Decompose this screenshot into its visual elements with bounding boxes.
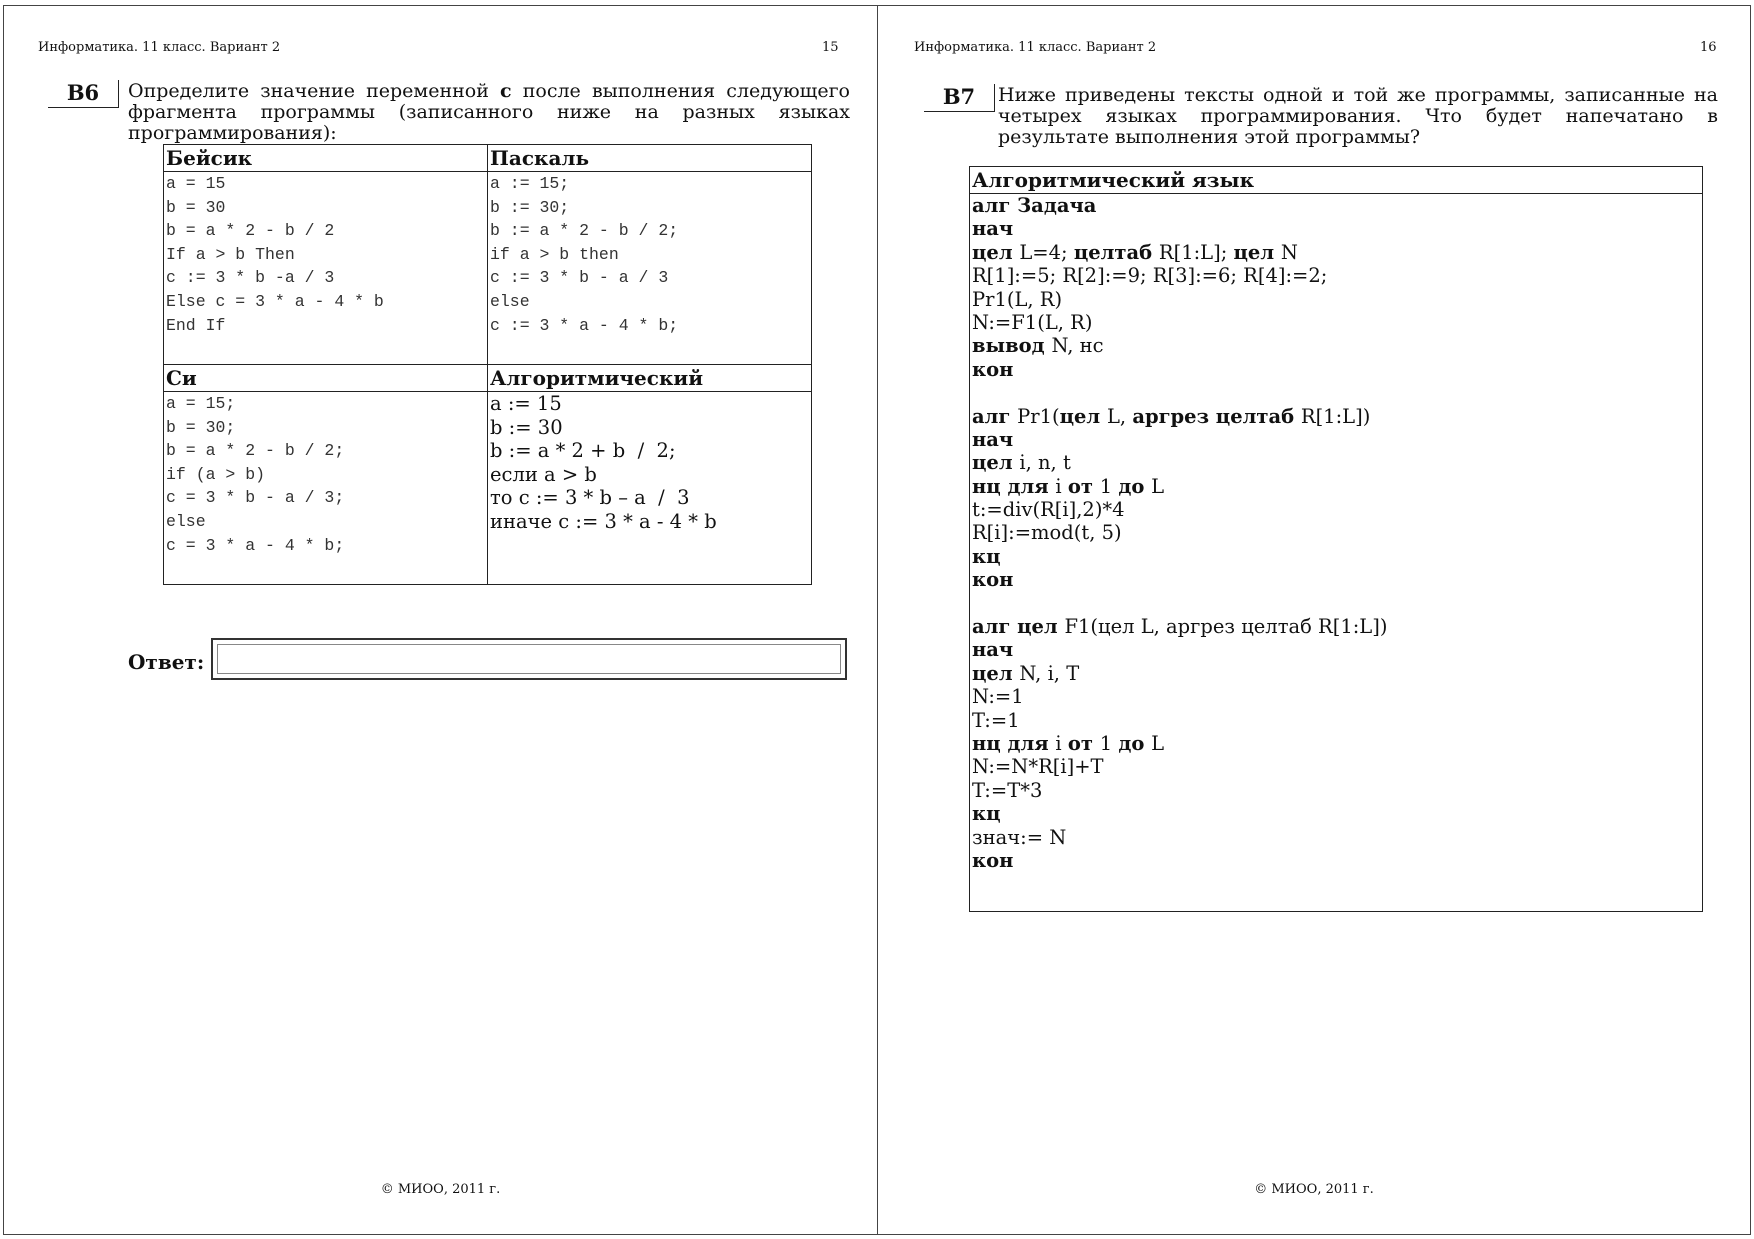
pascal-code bbox=[490, 172, 809, 337]
code-line: N:=F1(L, R) bbox=[972, 310, 1093, 334]
page-number: 16 bbox=[1700, 40, 1717, 55]
code-line: b := 30 bbox=[490, 415, 563, 439]
code-line: цел N, i, T bbox=[972, 661, 1080, 685]
code-line: нач bbox=[972, 427, 1014, 451]
code-line: T:=T*3 bbox=[972, 778, 1043, 802]
question-line: фрагмента программы (записанного ниже на разных языках bbox=[128, 101, 850, 123]
page-footer: © МИОО, 2011 г. bbox=[1254, 1182, 1374, 1197]
code-line: a := 15; bbox=[490, 174, 570, 193]
code-line: алг Задача bbox=[972, 194, 1097, 217]
page-number: 15 bbox=[822, 40, 839, 55]
code-line: c = 3 * a - 4 * b; bbox=[166, 535, 345, 555]
c-code bbox=[166, 392, 485, 557]
code-line: a = 15 bbox=[166, 174, 226, 193]
question-variable: с bbox=[500, 80, 512, 102]
code-line: кц bbox=[972, 802, 1001, 826]
code-line: else bbox=[490, 291, 530, 311]
code-line: нач bbox=[972, 217, 1014, 241]
code-line: кон bbox=[972, 568, 1014, 592]
basic-title: Бейсик bbox=[164, 145, 488, 172]
code-line bbox=[972, 381, 1702, 404]
code-line: b = 30; bbox=[166, 417, 236, 437]
code-line: c = 3 * b - a / 3; bbox=[166, 488, 345, 508]
code-line: c := 3 * b - a / 3 bbox=[490, 268, 669, 288]
code-line: нач bbox=[972, 638, 1014, 662]
code-line: цел L=4; целтаб R[1:L]; цел N bbox=[972, 240, 1298, 264]
code-line: a = 15; bbox=[166, 394, 236, 413]
task-label-b7: В7 bbox=[924, 84, 995, 112]
alg-title: Алгоритмический язык bbox=[970, 167, 1702, 194]
code-line: если a > b bbox=[490, 462, 597, 486]
code-line: нц для i от 1 до L bbox=[972, 474, 1165, 498]
code-line: знач:= N bbox=[972, 825, 1067, 849]
code-line: T:=1 bbox=[972, 708, 1020, 732]
question-line: программирования): bbox=[128, 122, 337, 144]
code-line: алг цел F1(цел L, аргрез целтаб R[1:L]) bbox=[972, 615, 1388, 639]
code-line: вывод N, нс bbox=[972, 334, 1104, 358]
code-line: Pr1(L, R) bbox=[972, 287, 1063, 311]
code-line: N:=N*R[i]+T bbox=[972, 755, 1104, 779]
code-line: то c := 3 * b – a / 3 bbox=[490, 486, 690, 510]
answer-input[interactable] bbox=[211, 638, 847, 680]
basic-code bbox=[166, 172, 485, 337]
code-line: кон bbox=[972, 357, 1014, 381]
question-line: результате выполнения этой программы? bbox=[998, 126, 1421, 148]
code-line: c := 3 * a - 4 * b; bbox=[490, 315, 679, 335]
code-line: End If bbox=[166, 315, 226, 335]
c-title: Си bbox=[164, 365, 488, 392]
left-page bbox=[3, 5, 878, 1235]
code-line: a := 15 bbox=[490, 392, 562, 415]
alg-code bbox=[490, 392, 809, 534]
page-footer: © МИОО, 2011 г. bbox=[380, 1182, 501, 1197]
code-line: алг Pr1(цел L, аргрез целтаб R[1:L]) bbox=[972, 404, 1371, 428]
code-line: кон bbox=[972, 848, 1014, 872]
code-line: N:=1 bbox=[972, 685, 1024, 709]
code-line: b = a * 2 - b / 2; bbox=[166, 441, 345, 461]
code-line: цел i, n, t bbox=[972, 451, 1071, 475]
alg-program-code bbox=[970, 194, 1702, 872]
code-line: else bbox=[166, 511, 206, 531]
question-b6 bbox=[128, 81, 850, 144]
code-line: if (a > b) bbox=[166, 464, 266, 484]
code-table-b6 bbox=[163, 144, 812, 585]
code-line: c := 3 * b -a / 3 bbox=[166, 268, 335, 288]
code-line: b = a * 2 - b / 2 bbox=[166, 221, 335, 241]
alg-title: Алгоритмический bbox=[488, 365, 812, 392]
code-line: кц bbox=[972, 544, 1001, 568]
pascal-title: Паскаль bbox=[488, 145, 812, 172]
code-line: b := a * 2 + b / 2; bbox=[490, 439, 676, 463]
question-line: Ниже приведены тексты одной и той же программы, записанные на bbox=[998, 84, 1718, 106]
right-page bbox=[877, 5, 1751, 1235]
code-line: t:=div(R[i],2)*4 bbox=[972, 498, 1125, 522]
code-line: R[1]:=5; R[2]:=9; R[3]:=6; R[4]:=2; bbox=[972, 264, 1328, 288]
code-line: R[i]:=mod(t, 5) bbox=[972, 521, 1122, 545]
code-line: b := 30; bbox=[490, 197, 570, 217]
question-line: Определите значение переменной с после выполнения следующего bbox=[128, 80, 850, 102]
code-line: b = 30 bbox=[166, 197, 226, 217]
task-label-b6: В6 bbox=[48, 80, 119, 108]
question-b7 bbox=[998, 85, 1718, 148]
code-line: Else c = 3 * a - 4 * b bbox=[166, 291, 384, 311]
code-line: нц для i от 1 до L bbox=[972, 731, 1165, 755]
page-header: Информатика. 11 класс. Вариант 2 bbox=[914, 40, 1157, 55]
code-line: b := a * 2 - b / 2; bbox=[490, 221, 679, 241]
question-line: четырех языках программирования. Что будет напечатано в bbox=[998, 105, 1718, 127]
code-line: if a > b then bbox=[490, 244, 619, 264]
answer-label: Ответ: bbox=[128, 650, 205, 674]
code-line: иначе c := 3 * a - 4 * b bbox=[490, 509, 717, 533]
code-line bbox=[972, 592, 1702, 615]
alg-program-box bbox=[969, 166, 1703, 912]
page-header: Информатика. 11 класс. Вариант 2 bbox=[38, 40, 281, 55]
code-line: If a > b Then bbox=[166, 244, 295, 264]
